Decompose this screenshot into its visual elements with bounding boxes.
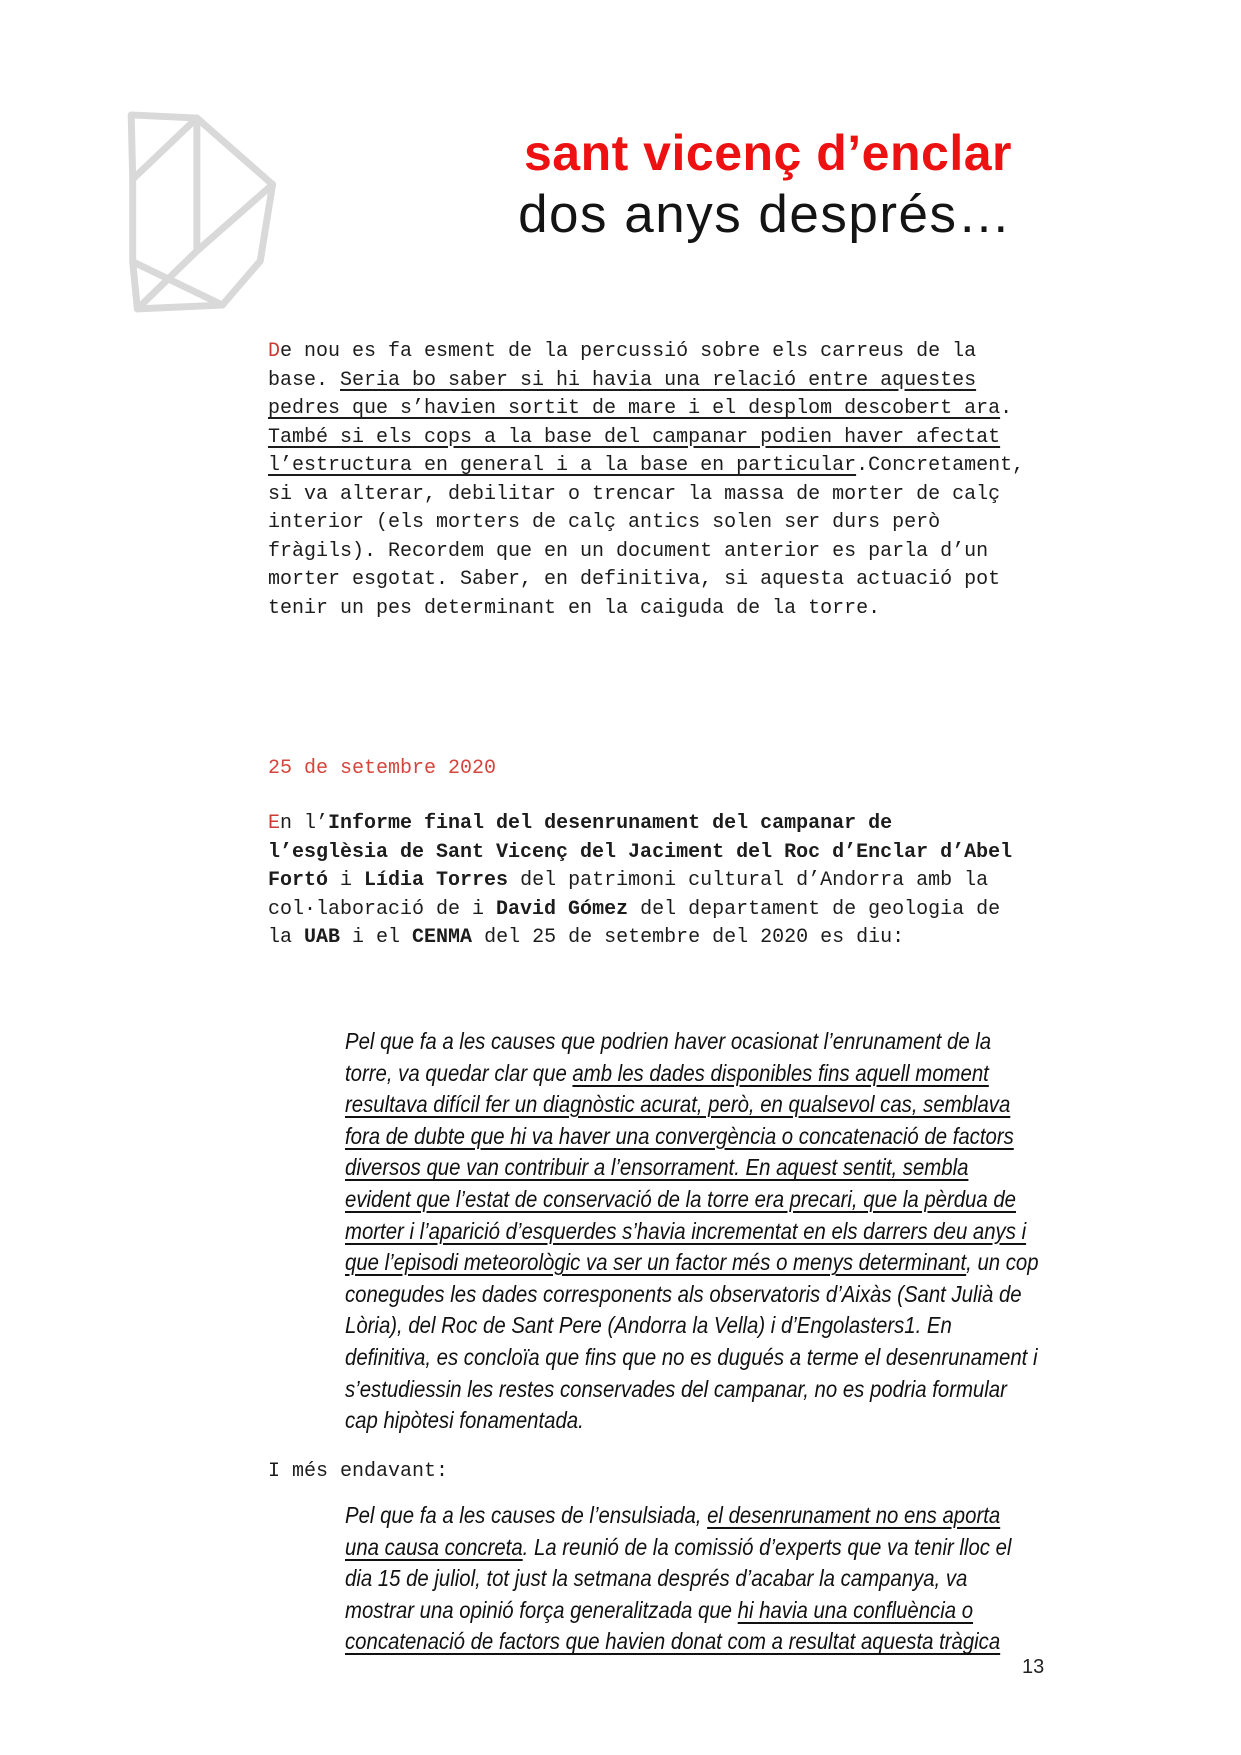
text-segment: del patrimoni cultural d’Andorra amb la <box>508 869 989 892</box>
text-segment: el desenrunament no ens aporta <box>707 1502 1001 1528</box>
text-line <box>345 1058 1039 1090</box>
text-line <box>345 1247 1039 1279</box>
text-line <box>268 595 1024 624</box>
paragraph-informe-final <box>268 810 1012 953</box>
text-segment: que l’episodi meteorològic va ser un factor més o menys determinant <box>345 1249 967 1276</box>
text-segment: Pel que fa a les causes que podrien haver ocasionat l’enrunament de la <box>345 1028 992 1054</box>
text-segment: pedres que s’havien sortit de mare i el desplom descobert ara <box>268 397 1001 420</box>
text-line <box>268 395 1024 424</box>
text-segment: torre, va quedar clar que <box>345 1059 573 1086</box>
text-segment: UAB <box>304 926 341 949</box>
text-line <box>345 1184 1039 1216</box>
text-segment: morter i l’aparició d’esquerdes s’havia incrementat en els darrers deu anys i <box>345 1217 1027 1244</box>
text-line <box>268 338 1024 367</box>
title-block <box>340 124 1012 246</box>
text-segment: amb les dades disponibles fins aquell moment <box>572 1059 989 1086</box>
text-segment: tenir un pes determinant en la caiguda de la torre. <box>268 596 881 620</box>
text-line <box>268 452 1024 481</box>
text-segment: I més endavant: <box>268 1460 449 1483</box>
text-segment: e nou es fa esment de la percussió sobre els carreus de la <box>280 340 977 363</box>
text-line <box>345 1310 1039 1342</box>
more-endavant-line <box>268 1458 448 1487</box>
text-segment: També si els cops a la base del campanar podien haver afectat <box>268 425 1001 449</box>
text-segment: Lídia Torres <box>364 869 509 892</box>
text-segment: la <box>268 926 305 949</box>
text-segment: del 25 de setembre del 2020 es diu: <box>472 926 905 949</box>
text-segment: dia 15 de juliol, tot just la setmana després d’acabar la campanya, va <box>345 1565 968 1592</box>
document-title: sant vicenç d’enclar <box>523 125 1012 181</box>
text-segment: Fortó <box>268 869 329 892</box>
text-segment: Informe final del desenrunament del campanar de <box>328 812 893 835</box>
text-segment: s’estudiessin les restes conservades del campanar, no es podria formular <box>345 1375 1007 1402</box>
text-segment: . <box>1000 397 1013 420</box>
text-segment: resultava difícil fer un diagnòstic acurat, però, en qualsevol cas, semblava <box>345 1091 1011 1118</box>
text-segment: si va alterar, debilitar o trencar la massa de morter de calç <box>268 482 1001 506</box>
text-segment: l’estructura en general i a la base en particular <box>268 454 857 477</box>
text-segment: E <box>268 812 281 835</box>
text-line <box>268 509 1024 538</box>
text-line <box>268 424 1024 453</box>
text-segment: , un cop <box>966 1249 1039 1276</box>
text-segment: col·laboració de i <box>268 897 497 921</box>
text-segment: diversos que van contribuir a l’ensorrament. En aquest sentit, sembla <box>345 1154 969 1181</box>
logo <box>108 84 278 336</box>
text-line <box>268 810 1012 839</box>
text-line <box>268 566 1024 595</box>
text-segment: . La reunió de la comissió d’experts que va tenir lloc el <box>522 1533 1012 1560</box>
text-line <box>268 367 1024 396</box>
text-segment: i <box>328 869 365 892</box>
text-line <box>345 1563 1011 1595</box>
text-segment: Lòria), del Roc de Sant Pere (Andorra la Vella) i d’Engolasters1. En <box>345 1312 952 1339</box>
quote-block-causes-ensulsiada <box>345 1500 1011 1658</box>
text-line <box>345 1405 1039 1437</box>
text-segment: evident que l’estat de conservació de la torre era precari, que la pèrdua de <box>345 1185 1017 1212</box>
text-line <box>345 1026 1039 1058</box>
text-line <box>345 1595 1011 1627</box>
text-segment: D <box>268 340 281 363</box>
text-line <box>345 1279 1039 1311</box>
text-line <box>268 867 1012 896</box>
text-line <box>268 538 1024 567</box>
text-segment: Seria bo saber si hi havia una relació entre aquestes <box>340 368 977 392</box>
text-segment: concatenació de factors que havien donat com a resultat aquesta tràgica <box>345 1628 1001 1655</box>
text-line <box>345 1216 1039 1248</box>
text-segment: definitiva, es concloïa que fins que no es dugués a terme el desenrunament i <box>345 1343 1038 1370</box>
text-segment: .Concretament, <box>856 454 1025 477</box>
text-segment: mostrar una opinió força generalitzada que <box>345 1596 738 1623</box>
text-line <box>345 1089 1039 1121</box>
text-line <box>268 1458 448 1487</box>
paragraph-percussio <box>268 338 1024 623</box>
page-number: 13 <box>1022 1656 1045 1678</box>
quote-block-causes-enrunament <box>345 1026 1039 1437</box>
text-line <box>345 1121 1039 1153</box>
text-line <box>345 1374 1039 1406</box>
date-section-heading: 25 de setembre 2020 <box>268 757 497 780</box>
text-line <box>345 1626 1011 1658</box>
text-line <box>268 896 1012 925</box>
text-segment: fora de dubte que hi va haver una convergència o concatenació de factors <box>345 1122 1014 1149</box>
text-segment: una causa concreta <box>345 1533 523 1560</box>
text-segment: hi havia una confluència o <box>737 1596 974 1623</box>
text-segment: del departament de geologia de <box>628 897 1001 921</box>
text-segment: fràgils). Recordem que en un document anterior es parla d’un <box>268 539 989 563</box>
text-segment: David Gómez <box>496 897 629 921</box>
text-line <box>345 1342 1039 1374</box>
text-segment: n l’ <box>280 812 329 835</box>
text-segment: interior (els morters de calç antics solen ser durs però <box>268 511 941 534</box>
text-line <box>268 924 1012 953</box>
geometric-outline-logo-icon <box>108 84 278 336</box>
text-segment: i el <box>340 926 413 949</box>
text-line <box>268 481 1024 510</box>
text-segment: base. <box>268 368 341 392</box>
text-line <box>345 1532 1011 1564</box>
text-segment: Pel que fa a les causes de l’ensulsiada, <box>345 1502 708 1528</box>
text-segment: conegudes les dades corresponents als observatoris d’Aixàs (Sant Julià de <box>345 1280 1022 1307</box>
text-segment: CENMA <box>412 926 473 949</box>
text-line <box>345 1500 1011 1532</box>
text-line <box>345 1152 1039 1184</box>
text-segment: cap hipòtesi fonamentada. <box>345 1407 584 1434</box>
document-subtitle: dos anys després… <box>518 185 1012 244</box>
text-segment: morter esgotat. Saber, en definitiva, si aquesta actuació pot <box>268 568 1001 591</box>
text-segment: l’esglèsia de Sant Vicenç del Jaciment del Roc d’Enclar d’Abel <box>268 840 1013 864</box>
text-line <box>268 839 1012 868</box>
